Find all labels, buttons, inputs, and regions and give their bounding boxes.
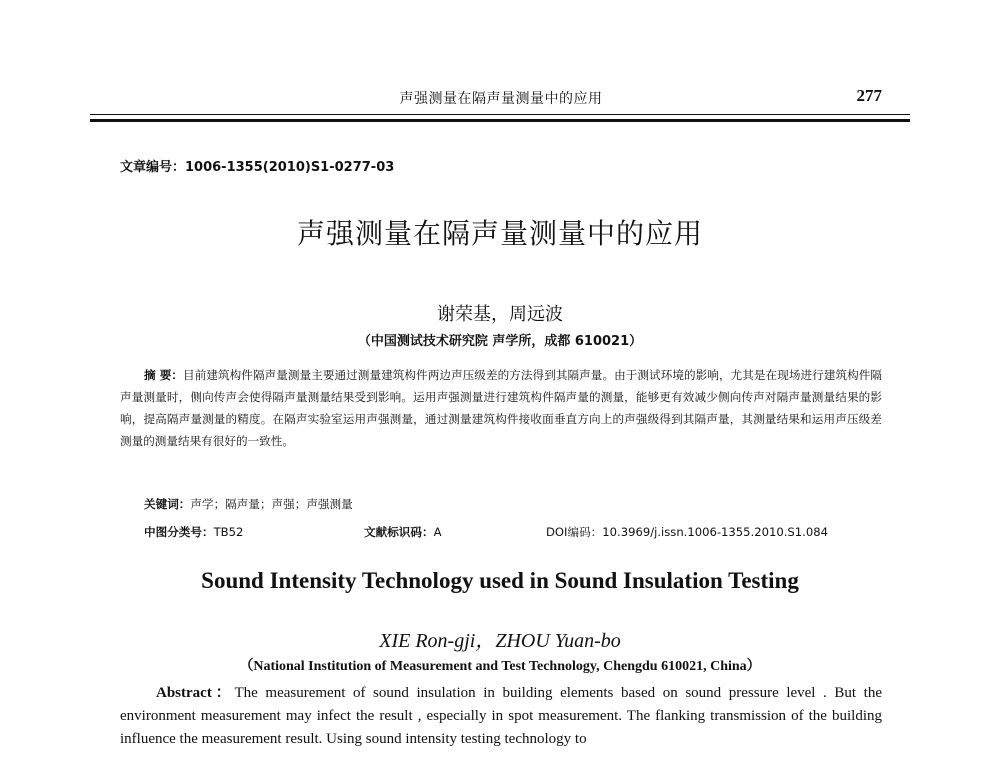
english-abstract bbox=[120, 682, 882, 751]
english-title: Sound Intensity Technology used in Sound Insulation Testing bbox=[201, 568, 799, 593]
chinese-affiliation: （中国测试技术研究院 声学所，成都 610021） bbox=[357, 334, 643, 349]
page-number: 277 bbox=[856, 86, 882, 105]
article-number: 文章编号：1006-1355(2010)S1-0277-03 bbox=[120, 160, 395, 175]
english-abstract-text: The measurement of sound insulation in building elements based on sound pressure level . But the environment measurement may infect the result , especially in spot measurement. The flanking transmission of the building influence the measurement result. Using sound intensity testing technology to bbox=[120, 685, 882, 747]
doi-value: 10.3969/j.issn.1006-1355.2010.S1.084 bbox=[602, 525, 828, 539]
classification-line bbox=[144, 524, 884, 542]
doi-label: DOI编码： bbox=[546, 525, 603, 539]
english-affiliation: （National Institution of Measurement and Test Technology, Chengdu 610021, China） bbox=[239, 659, 761, 674]
chinese-title: 声强测量在隔声量测量中的应用 bbox=[296, 217, 703, 250]
doc-code-label: 文献标识码： bbox=[364, 525, 434, 539]
chinese-keywords-text: 声学；隔声量；声强；声强测量 bbox=[190, 497, 353, 511]
header-rule-thin bbox=[90, 114, 910, 115]
english-authors: XIE Ron-gji，ZHOU Yuan-bo bbox=[379, 630, 621, 652]
chinese-keywords-label: 关键词： bbox=[144, 497, 191, 511]
english-abstract-label: Abstract： bbox=[156, 685, 235, 701]
clc-label: 中图分类号： bbox=[144, 525, 214, 539]
running-title: 声强测量在隔声量测量中的应用 bbox=[399, 91, 603, 107]
document-code bbox=[364, 524, 442, 540]
doi bbox=[546, 524, 828, 540]
clc-number bbox=[144, 524, 243, 540]
clc-value: TB52 bbox=[213, 525, 244, 539]
chinese-abstract bbox=[120, 364, 882, 452]
chinese-keywords bbox=[144, 496, 353, 512]
header-rule-thick bbox=[90, 119, 910, 122]
running-header bbox=[120, 84, 882, 114]
chinese-abstract-label: 摘 要： bbox=[144, 368, 184, 382]
doc-code-value: A bbox=[433, 525, 442, 539]
chinese-abstract-text: 目前建筑构件隔声量测量主要通过测量建筑构件两边声压级差的方法得到其隔声量。由于测试环境的影响，尤其是在现场进行建筑构件隔声量测量时，侧向传声会使得隔声量测量结果受到影响。运用声强测量进行建筑构件隔声量的测量，能够更有效减少侧向传声对隔声量测量结果的影响，提高隔声量测量的精度。在隔声实验室运用声强测量，通过测量建筑构件接收面垂直方向上的声强级得到其隔声量，其测量结果和运用声压级差测量的测量结果有很好的一致性。 bbox=[120, 368, 882, 448]
chinese-authors: 谢荣基，周远波 bbox=[437, 304, 563, 325]
